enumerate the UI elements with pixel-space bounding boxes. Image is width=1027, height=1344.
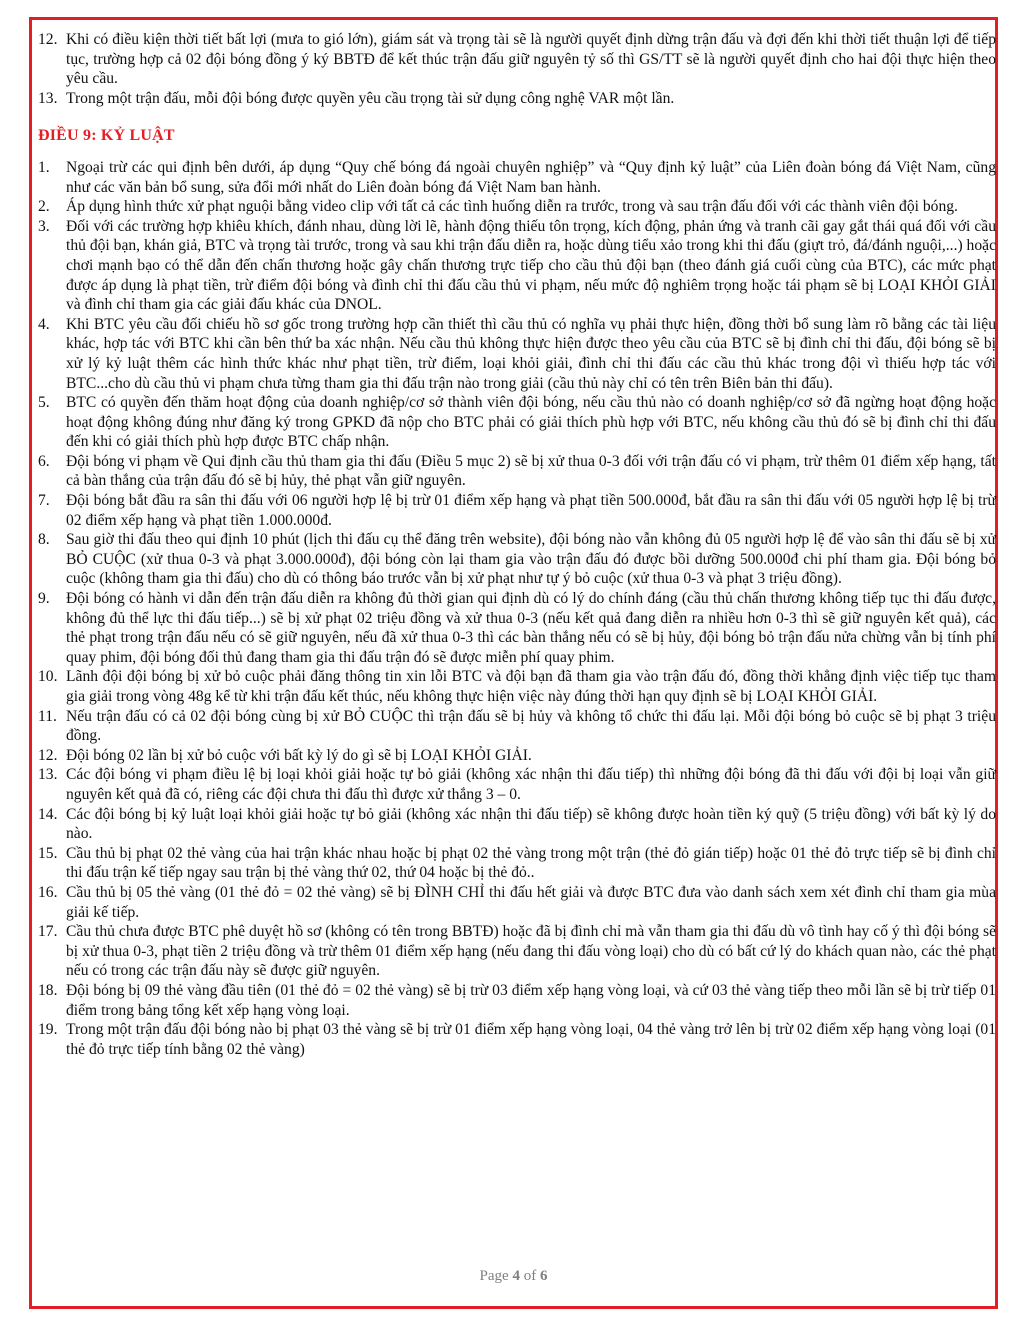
list-item-text: Các đội bóng bị kỷ luật loại khỏi giải hoặc tự bỏ giải (không xác nhận thi đấu tiếp) sẽ không được hoàn tiền ký quỹ (5 triệu đồng) với bất kỳ lý do nào.: [66, 805, 996, 843]
list-item-text: Lãnh đội đội bóng bị xử bỏ cuộc phải đăng thông tin xin lỗi BTC và đội bạn đã tham gia vào trận đấu đó, đồng thời khẳng định việc tiếp tục tham gia giải trong vòng 48g kể từ khi trận đấu kết thúc, nếu không thực hiện việc này đúng thời hạn quy định sẽ bị LOẠI KHỎI GIẢI.: [66, 668, 996, 705]
list-item-text: Đội bóng bị 09 thẻ vàng đầu tiên (01 thẻ đỏ = 02 thẻ vàng) sẽ bị trừ 03 điểm xếp hạng vòng loại, và cứ 03 thẻ vàng tiếp theo mỗi lần sẽ bị trừ tiếp 01 điểm trong bảng tổng kết xếp hạng vòng loại.: [66, 981, 996, 1019]
list-item: [38, 530, 996, 589]
list-item-text: Đội bóng bắt đầu ra sân thi đấu với 06 người hợp lệ bị trừ 01 điểm xếp hạng và phạt tiền 500.000đ, bắt đầu ra sân thi đấu với 05 người hợp lệ bị trừ 02 điểm xếp hạng và phạt tiền 1.000.000đ.: [66, 492, 996, 529]
list-item-text: Nếu trận đấu có cả 02 đội bóng cùng bị xử BỎ CUỘC thì trận đấu sẽ bị hủy và không tổ chức thi đấu lại. Mỗi đội bóng bỏ cuộc sẽ bị phạt 3 triệu đồng.: [66, 707, 996, 745]
list-item: [38, 197, 996, 217]
list-item: [38, 30, 996, 89]
discipline-rules-list: [38, 158, 996, 1059]
list-item: [38, 491, 996, 530]
current-page-number: 4: [512, 1268, 520, 1284]
document-body: [38, 30, 996, 1059]
list-item-number: 17.: [38, 923, 58, 941]
list-item-number: 8.: [38, 531, 50, 549]
list-item-text: Trong một trận đấu đội bóng nào bị phạt 03 thẻ vàng sẽ bị trừ 01 điểm xếp hạng vòng loại, 04 thẻ vàng trở lên bị trừ 02 điểm xếp hạng vòng loại (01 thẻ đỏ trực tiếp tính bằng 02 thẻ vàng): [66, 1021, 996, 1058]
list-item-number: 2.: [38, 198, 50, 216]
list-item: [38, 922, 996, 981]
continued-list: [38, 30, 996, 108]
list-item: [38, 805, 996, 844]
list-item-number: 5.: [38, 394, 50, 412]
list-item-number: 3.: [38, 217, 50, 235]
section-heading: ĐIỀU 9: KỶ LUẬT: [38, 127, 175, 145]
list-item-number: 19.: [38, 1021, 58, 1039]
list-item: [38, 1020, 996, 1059]
list-item: [38, 393, 996, 452]
list-item-text: Khi có điều kiện thời tiết bất lợi (mưa to gió lớn), giám sát và trọng tài sẽ là người quyết định dừng trận đấu và đợi đến khi thời tiết thuận lợi để tiếp tục, trường hợp cả 02 đội bóng đồng ý ký BBTĐ để kết thúc trận đấu giữ nguyên tỷ số thì GS/TT sẽ là người quyết định cho hai đội thực hiện theo yêu cầu.: [66, 31, 996, 88]
list-item-text: BTC có quyền đến thăm hoạt động của doanh nghiệp/cơ sở thành viên đội bóng, nếu cầu thủ nào có doanh nghiệp/cơ sở đã ngừng hoạt động hoặc hoạt động không đúng như đăng ký trong GPKD đã nộp cho BTC phải có giải thích phù hợp với BTC, nếu không cầu thủ đó sẽ bị đình chỉ thi đấu đến khi có giải thích phù hợp được BTC chấp nhận.: [66, 394, 996, 451]
list-item-text: Đối với các trường hợp khiêu khích, đánh nhau, dùng lời lẽ, hành động thiếu tôn trọng, kích động, phản ứng và tranh cãi gay gắt thái quá đối với cầu thủ đội bạn, khán giả, BTC và trọng tài trước, trong và sau khi trận đấu diễn ra, hoặc dùng tiểu xảo trong khi thi đấu (giựt trỏ, đá/đánh nguội,...) hoặc chơi mạnh bạo có thể dẫn đến chấn thương hoặc gây chấn thương trực tiếp cho cầu thủ đội bạn (theo đánh giá cuối cùng của BTC), các mức phạt được áp dụng là phạt tiền, trừ điểm đội bóng và đình chỉ thi đấu cầu thủ vi phạm, nếu mức độ nghiêm trọng hoặc tái phạm sẽ bị LOẠI KHỎI GIẢI và đình chỉ tham gia các giải đấu khác của DNOL.: [66, 217, 996, 314]
list-item-number: 11.: [38, 707, 57, 725]
total-pages-number: 6: [539, 1268, 548, 1284]
list-item-text: Ngoại trừ các qui định bên dưới, áp dụng “Quy chế bóng đá ngoài chuyên nghiệp” và “Quy định kỷ luật” của Liên đoàn bóng đá Việt Nam, cũng như các văn bản bổ sung, sửa đổi mới nhất do Liên đoàn bóng đá Việt Nam ban hành.: [66, 158, 996, 196]
list-item: [38, 217, 996, 315]
list-item: [38, 981, 996, 1020]
list-item-number: 16.: [38, 883, 58, 901]
list-item: [38, 844, 996, 883]
list-item-text: Khi BTC yêu cầu đối chiếu hồ sơ gốc trong trường hợp cần thiết thì cầu thủ có nghĩa vụ phải thực hiện, đồng thời bổ sung làm rõ bằng các tài liệu khác, hợp tác với BTC khi cần bên thứ ba xác nhận. Nếu cầu thủ không thực hiện được theo yêu cầu của BTC sẽ bị đình chỉ thi đấu, đội bóng sẽ bị xử lý kỷ luật thêm các hình thức khác như phạt tiền, trừ điểm, loại khỏi giải, đình chỉ thi đấu các cầu thủ khác trong đội vì thiếu hợp tác với BTC...cho dù cầu thủ vi phạm chưa từng tham gia thi đấu trận nào trong giải (cầu thủ này chỉ có tên trên Biên bản thi đấu).: [66, 315, 996, 392]
list-item-number: 13.: [38, 89, 58, 107]
list-item: [38, 746, 996, 766]
list-item-text: Áp dụng hình thức xử phạt nguội bằng video clip với tất cả các tình huống diễn ra trước, trong và sau trận đấu đối với các thành viên đội bóng.: [66, 198, 958, 216]
list-item-text: Đội bóng vi phạm về Qui định cầu thủ tham gia thi đấu (Điều 5 mục 2) sẽ bị xử thua 0-3 đối với trận đấu có vi phạm, trừ thêm 01 điểm xếp hạng, tất cả bàn thắng của trận đấu đó sẽ bị hủy, thẻ phạt vẫn giữ nguyên.: [66, 452, 996, 490]
list-item: [38, 452, 996, 491]
list-item-number: 10.: [38, 668, 58, 686]
list-item-text: Cầu thủ chưa được BTC phê duyệt hồ sơ (không có tên trong BBTĐ) hoặc đã bị đình chỉ mà vẫn tham gia thi đấu dù vô tình hay cố ý thì đội bóng sẽ bị xử thua 0-3, phạt tiền 2 triệu đồng và trừ thêm 01 điểm xếp hạng (nếu đang thi đấu vòng loại) cho dù có bất cứ lý do khách quan nào, các thẻ phạt nếu có trong các trận đấu này sẽ được giữ nguyên.: [66, 923, 996, 980]
list-item-number: 12.: [38, 746, 58, 764]
list-item-text: Trong một trận đấu, mỗi đội bóng được quyền yêu cầu trọng tài sử dụng công nghệ VAR một lần.: [66, 89, 675, 107]
list-item-text: Cầu thủ bị phạt 02 thẻ vàng của hai trận khác nhau hoặc bị phạt 02 thẻ vàng trong một trận (thẻ đỏ gián tiếp) hoặc 01 thẻ đỏ trực tiếp sẽ bị đình chỉ thi đấu trận kế tiếp ngay sau trận bị thẻ vàng thứ 02, thứ 04 hoặc bị thẻ đỏ..: [66, 844, 996, 882]
list-item-number: 9.: [38, 590, 50, 608]
list-item-number: 1.: [38, 158, 50, 176]
list-item: [38, 765, 996, 804]
page-footer: [0, 1268, 1027, 1285]
list-item: [38, 315, 996, 393]
list-item-number: 15.: [38, 844, 58, 862]
list-item-text: Sau giờ thi đấu theo qui định 10 phút (lịch thi đấu cụ thể đăng trên website), đội bóng nào vẫn không đủ 05 người hợp lệ để vào sân thi đấu sẽ bị xử BỎ CUỘC (xử thua 0-3 và phạt 3.000.000đ), đội bóng còn lại tham gia vào trận đấu đó được bồi dưỡng 500.000đ chi phí tham gia. Đội bóng bỏ cuộc (không tham gia thi đấu) cho dù có thông báo trước vẫn bị xử phạt như tự ý bỏ cuộc (xử thua 0-3 và phạt 3 triệu đồng).: [66, 531, 996, 588]
list-item: [38, 707, 996, 746]
list-item: [38, 89, 996, 109]
list-item-text: Cầu thủ bị 05 thẻ vàng (01 thẻ đỏ = 02 thẻ vàng) sẽ bị ĐÌNH CHỈ thi đấu hết giải và được BTC đưa vào danh sách xem xét đình chỉ tham gia mùa giải kế tiếp.: [66, 883, 996, 921]
list-item-number: 4.: [38, 315, 50, 333]
list-item: [38, 589, 996, 667]
of-word: of: [523, 1268, 537, 1284]
list-item: [38, 667, 996, 706]
list-item-text: Các đội bóng vi phạm điều lệ bị loại khỏi giải hoặc tự bỏ giải (không xác nhận thi đấu tiếp) thì những đội bóng đã thi đấu với đội bị loại vẫn giữ nguyên kết quả đã có, riêng các đội chưa thi đấu thì được xử thắng 3 – 0.: [66, 766, 996, 803]
list-item-number: 7.: [38, 492, 50, 510]
list-item-number: 14.: [38, 805, 58, 823]
list-item-number: 18.: [38, 981, 58, 999]
list-item-number: 13.: [38, 766, 58, 784]
list-item-number: 12.: [38, 31, 58, 48]
list-item-text: Đội bóng có hành vi dẫn đến trận đấu diễn ra không đủ thời gian qui định dù có lý do chính đáng (cầu thủ chấn thương không tiếp tục thi đấu được, không đủ thể lực thi đấu tiếp...) sẽ bị xử phạt 02 triệu đồng và xử thua 0-3 (nếu kết quả đang diễn ra nhiều hơn 0-3 thì sẽ giữ nguyên kết quả), các thẻ phạt trong trận đấu nếu có sẽ giữ nguyên, nếu đã xử thua 0-3 thì các bàn thắng nếu có sẽ bị hủy, đội bóng bỏ trận đấu nửa chừng vẫn bị tính phí quay phim, đội bóng đối thủ đang tham gia thi đấu trận đó sẽ được miễn phí quay phim.: [66, 590, 996, 666]
page-word: Page: [479, 1268, 509, 1284]
list-item: [38, 883, 996, 922]
list-item-number: 6.: [38, 452, 50, 470]
list-item: [38, 158, 996, 197]
list-item-text: Đội bóng 02 lần bị xử bỏ cuộc với bất kỳ lý do gì sẽ bị LOẠI KHỎI GIẢI.: [66, 746, 532, 764]
